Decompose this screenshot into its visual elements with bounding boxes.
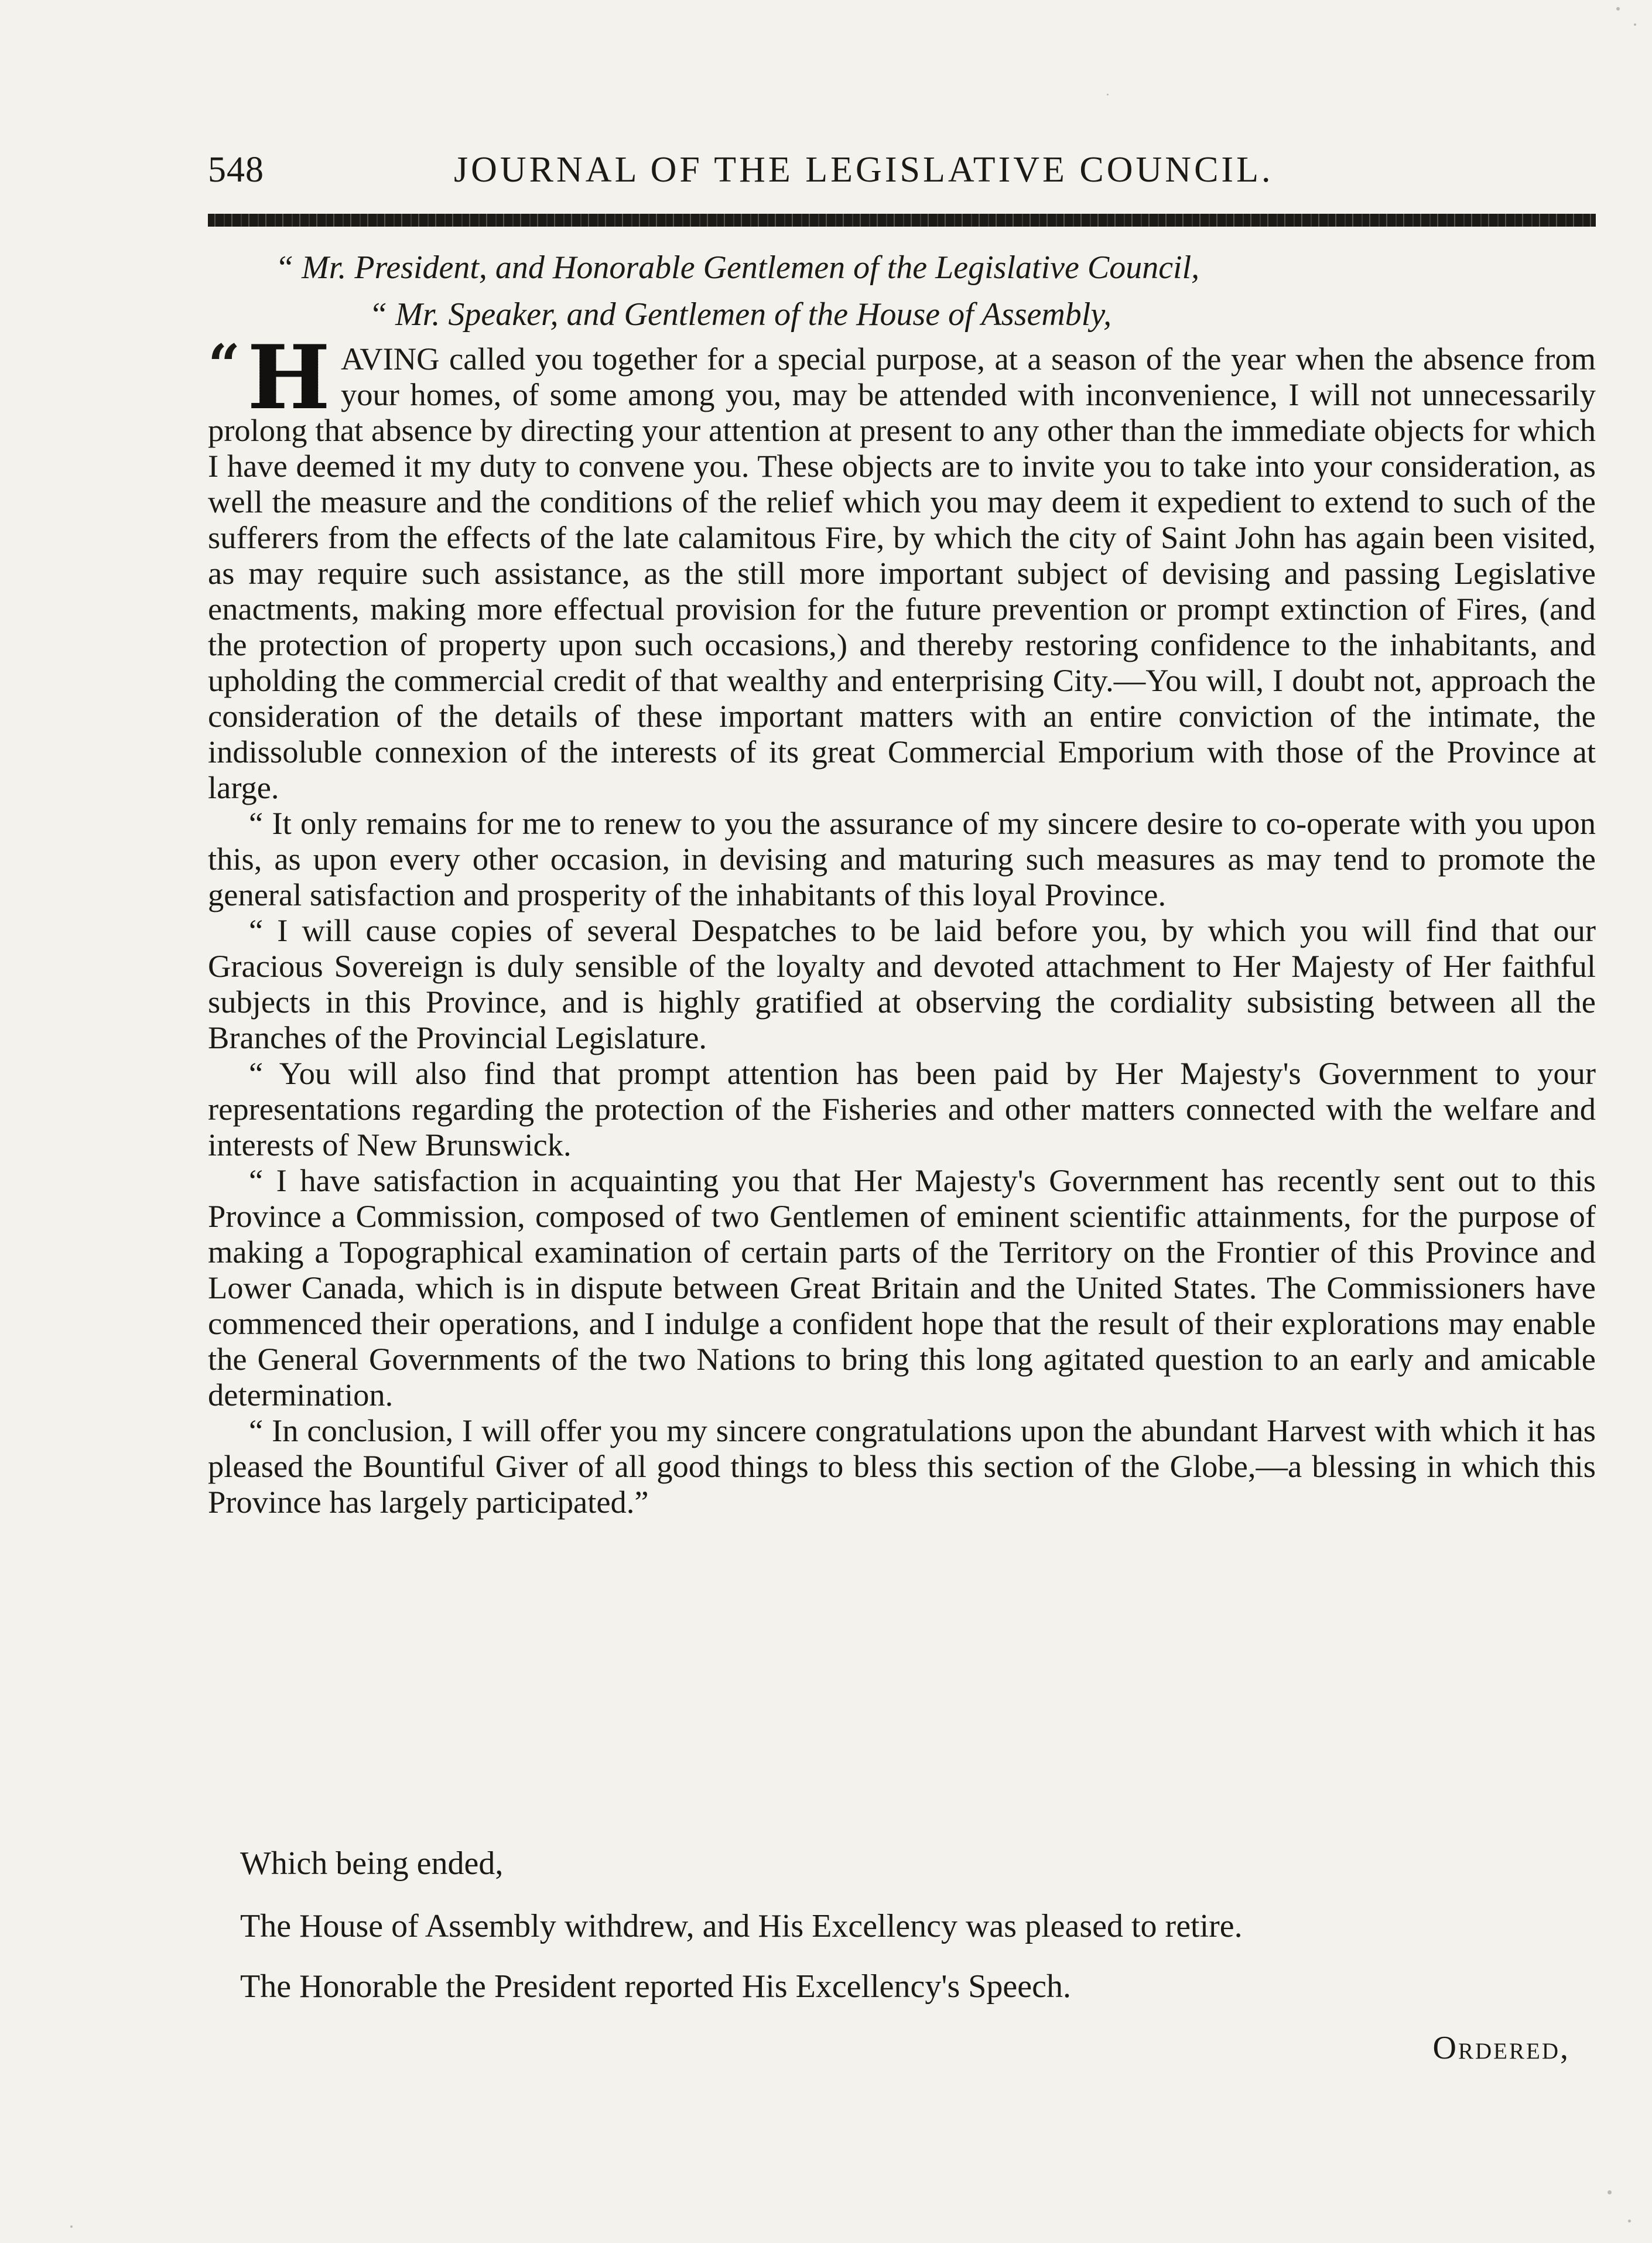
- paragraph-text: called you together for a special purpose, at a season of the year when the absence from your homes, of some among you, may be attended with inconvenience, I will not unnecessarily prolong that absence by directing your attention at present to any other than the immediate objects for which I have deemed it my duty to convene you. These objects are to invite you to take into your consideration, as well the measure and the conditions of the relief which you may deem it expedient to extend to such of the sufferers from the effects of the late calamitous Fire, by which the city of Saint John has again been visited, as may require such assistance, as the still more important subject of devising and passing Legislative enactments, making more effectual provision for the future prevention or prompt extinction of Fires, (and the protection of property upon such occasions,) and thereby restoring confidence to the inhabitants, and upholding the commercial credit of that wealthy and enterprising City.—You will, I doubt not, approach the consideration of the details of these important matters with an entire conviction of the intimate, the indissoluble connexion of the interests of its great Commercial Emporium with those of the Province at large.: [208, 341, 1596, 805]
- drop-cap-initial: H: [245, 343, 333, 412]
- catchword: Ordered,: [1432, 2030, 1570, 2066]
- closing-line-reported: The Honorable the President reported His Excellency's Speech.: [240, 1968, 1071, 2005]
- page-number: 548: [208, 150, 264, 190]
- salutation-assembly: “ Mr. Speaker, and Gentlemen of the House of Assembly,: [369, 296, 1112, 333]
- speech-paragraph-3: “ I will cause copies of several Despatches to be laid before you, by which you will find that our Gracious Sovereign is duly sensible of the loyalty and devoted attachment to Her Majesty of Her faithful subjects in this Province, and is highly gratified at observing the cordiality subsisting between all the Branches of the Provincial Legislature.: [208, 912, 1596, 1055]
- page-header: [208, 149, 1596, 202]
- paper-speck: [1616, 7, 1620, 11]
- speech-paragraph-5: “ I have satisfaction in acquainting you that Her Majesty's Government has recently sent out to this Province a Commission, composed of two Gentlemen of eminent scientific attainments, for the purpose of making a Topographical examination of certain parts of the Territory on the Frontier of this Province and Lower Canada, which is in dispute between Great Britain and the United States. The Commissioners have commenced their operations, and I indulge a confident hope that the result of their explorations may enable the General Governments of the two Nations to bring this long agitated question to an early and amicable determination.: [208, 1162, 1596, 1413]
- speech-body: [208, 326, 1596, 1520]
- closing-line-ended: Which being ended,: [240, 1845, 504, 1882]
- header-rule: [208, 214, 1596, 227]
- salutation-council: “ Mr. President, and Honorable Gentlemen of the Legislative Council,: [275, 249, 1200, 286]
- paper-speck: [70, 2225, 73, 2228]
- closing-line-withdrew: The House of Assembly withdrew, and His Excellency was pleased to retire.: [240, 1908, 1243, 1944]
- first-word-remainder: AVING: [340, 341, 440, 377]
- paper-speck: [1628, 2220, 1631, 2223]
- speech-paragraph-2: “ It only remains for me to renew to you the assurance of my sincere desire to co-operate with you upon this, as upon every other occasion, in devising and maturing such measures as may tend to promote the general satisfaction and prosperity of the inhabitants of this loyal Province.: [208, 805, 1596, 912]
- speech-paragraph-4: “ You will also find that prompt attention has been paid by Her Majesty's Government to your representations regarding the protection of the Fisheries and other matters connected with the welfare and interests of New Brunswick.: [208, 1055, 1596, 1162]
- paper-speck: [1607, 2190, 1612, 2194]
- running-title: JOURNAL OF THE LEGISLATIVE COUNCIL.: [454, 150, 1274, 190]
- paper-speck: [1634, 23, 1636, 26]
- speech-paragraph-6: “ In conclusion, I will offer you my sincere congratulations upon the abundant Harvest with which it has pleased the Bountiful Giver of all good things to bless this section of the Globe,—a blessing in which this Province has largely participated.”: [208, 1413, 1596, 1520]
- opening-quote-mark: “: [208, 332, 241, 398]
- paper-speck: [1107, 94, 1109, 95]
- speech-paragraph-1: [208, 326, 1596, 805]
